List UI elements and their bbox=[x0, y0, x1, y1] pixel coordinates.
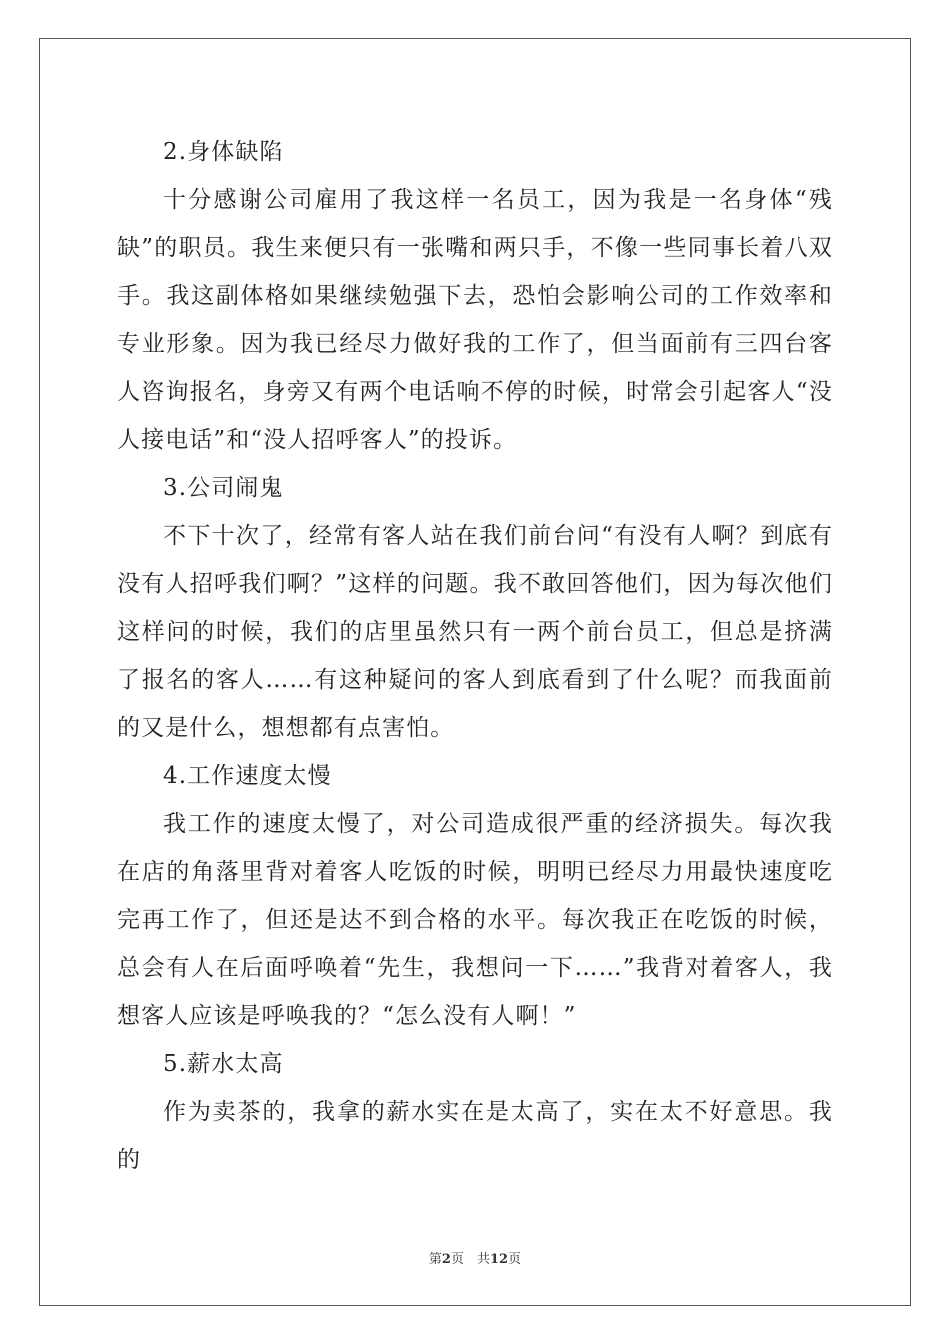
document-body bbox=[117, 128, 833, 1184]
total-page-number: 12 bbox=[489, 1252, 509, 1267]
section-paragraph: 不下十次了，经常有客人站在我们前台问“有没有人啊？到底有没有人招呼我们啊？”这样的问题。我不敢回答他们，因为每次他们这样问的时候，我们的店里虽然只有一两个前台员工，但总是挤满了报名的客人……有这种疑问的客人到底看到了什么呢？而我面前的又是什么，想想都有点害怕。 bbox=[117, 523, 833, 741]
section-heading: 5.薪水太高 bbox=[163, 1051, 284, 1077]
footer-suffix: 页 bbox=[508, 1252, 522, 1267]
section-2 bbox=[117, 128, 833, 464]
section-heading: 3.公司闹鬼 bbox=[163, 475, 284, 501]
section-paragraph: 我工作的速度太慢了，对公司造成很严重的经济损失。每次我在店的角落里背对着客人吃饭的时候，明明已经尽力用最快速度吃完再工作了，但还是达不到合格的水平。每次我正在吃饭的时候，总会有人在后面呼唤着“先生，我想问一下……”我背对着客人，我想客人应该是呼唤我的？“怎么没有人啊！” bbox=[117, 811, 833, 1029]
section-4 bbox=[117, 752, 833, 1040]
section-5 bbox=[117, 1040, 833, 1184]
section-heading: 2.身体缺陷 bbox=[163, 139, 284, 165]
current-page-number: 2 bbox=[441, 1252, 451, 1267]
page-footer bbox=[0, 1248, 950, 1267]
footer-middle: 页 共 bbox=[450, 1252, 490, 1267]
section-paragraph: 十分感谢公司雇用了我这样一名员工，因为我是一名身体“残缺”的职员。我生来便只有一张嘴和两只手，不像一些同事长着八双手。我这副体格如果继续勉强下去，恐怕会影响公司的工作效率和专业形象。因为我已经尽力做好我的工作了，但当面前有三四台客人咨询报名，身旁又有两个电话响不停的时候，时常会引起客人“没人接电话”和“没人招呼客人”的投诉。 bbox=[117, 187, 833, 453]
footer-prefix: 第 bbox=[428, 1252, 442, 1267]
section-heading: 4.工作速度太慢 bbox=[163, 763, 332, 789]
section-paragraph: 作为卖茶的，我拿的薪水实在是太高了，实在太不好意思。我的 bbox=[117, 1099, 833, 1173]
section-3 bbox=[117, 464, 833, 752]
